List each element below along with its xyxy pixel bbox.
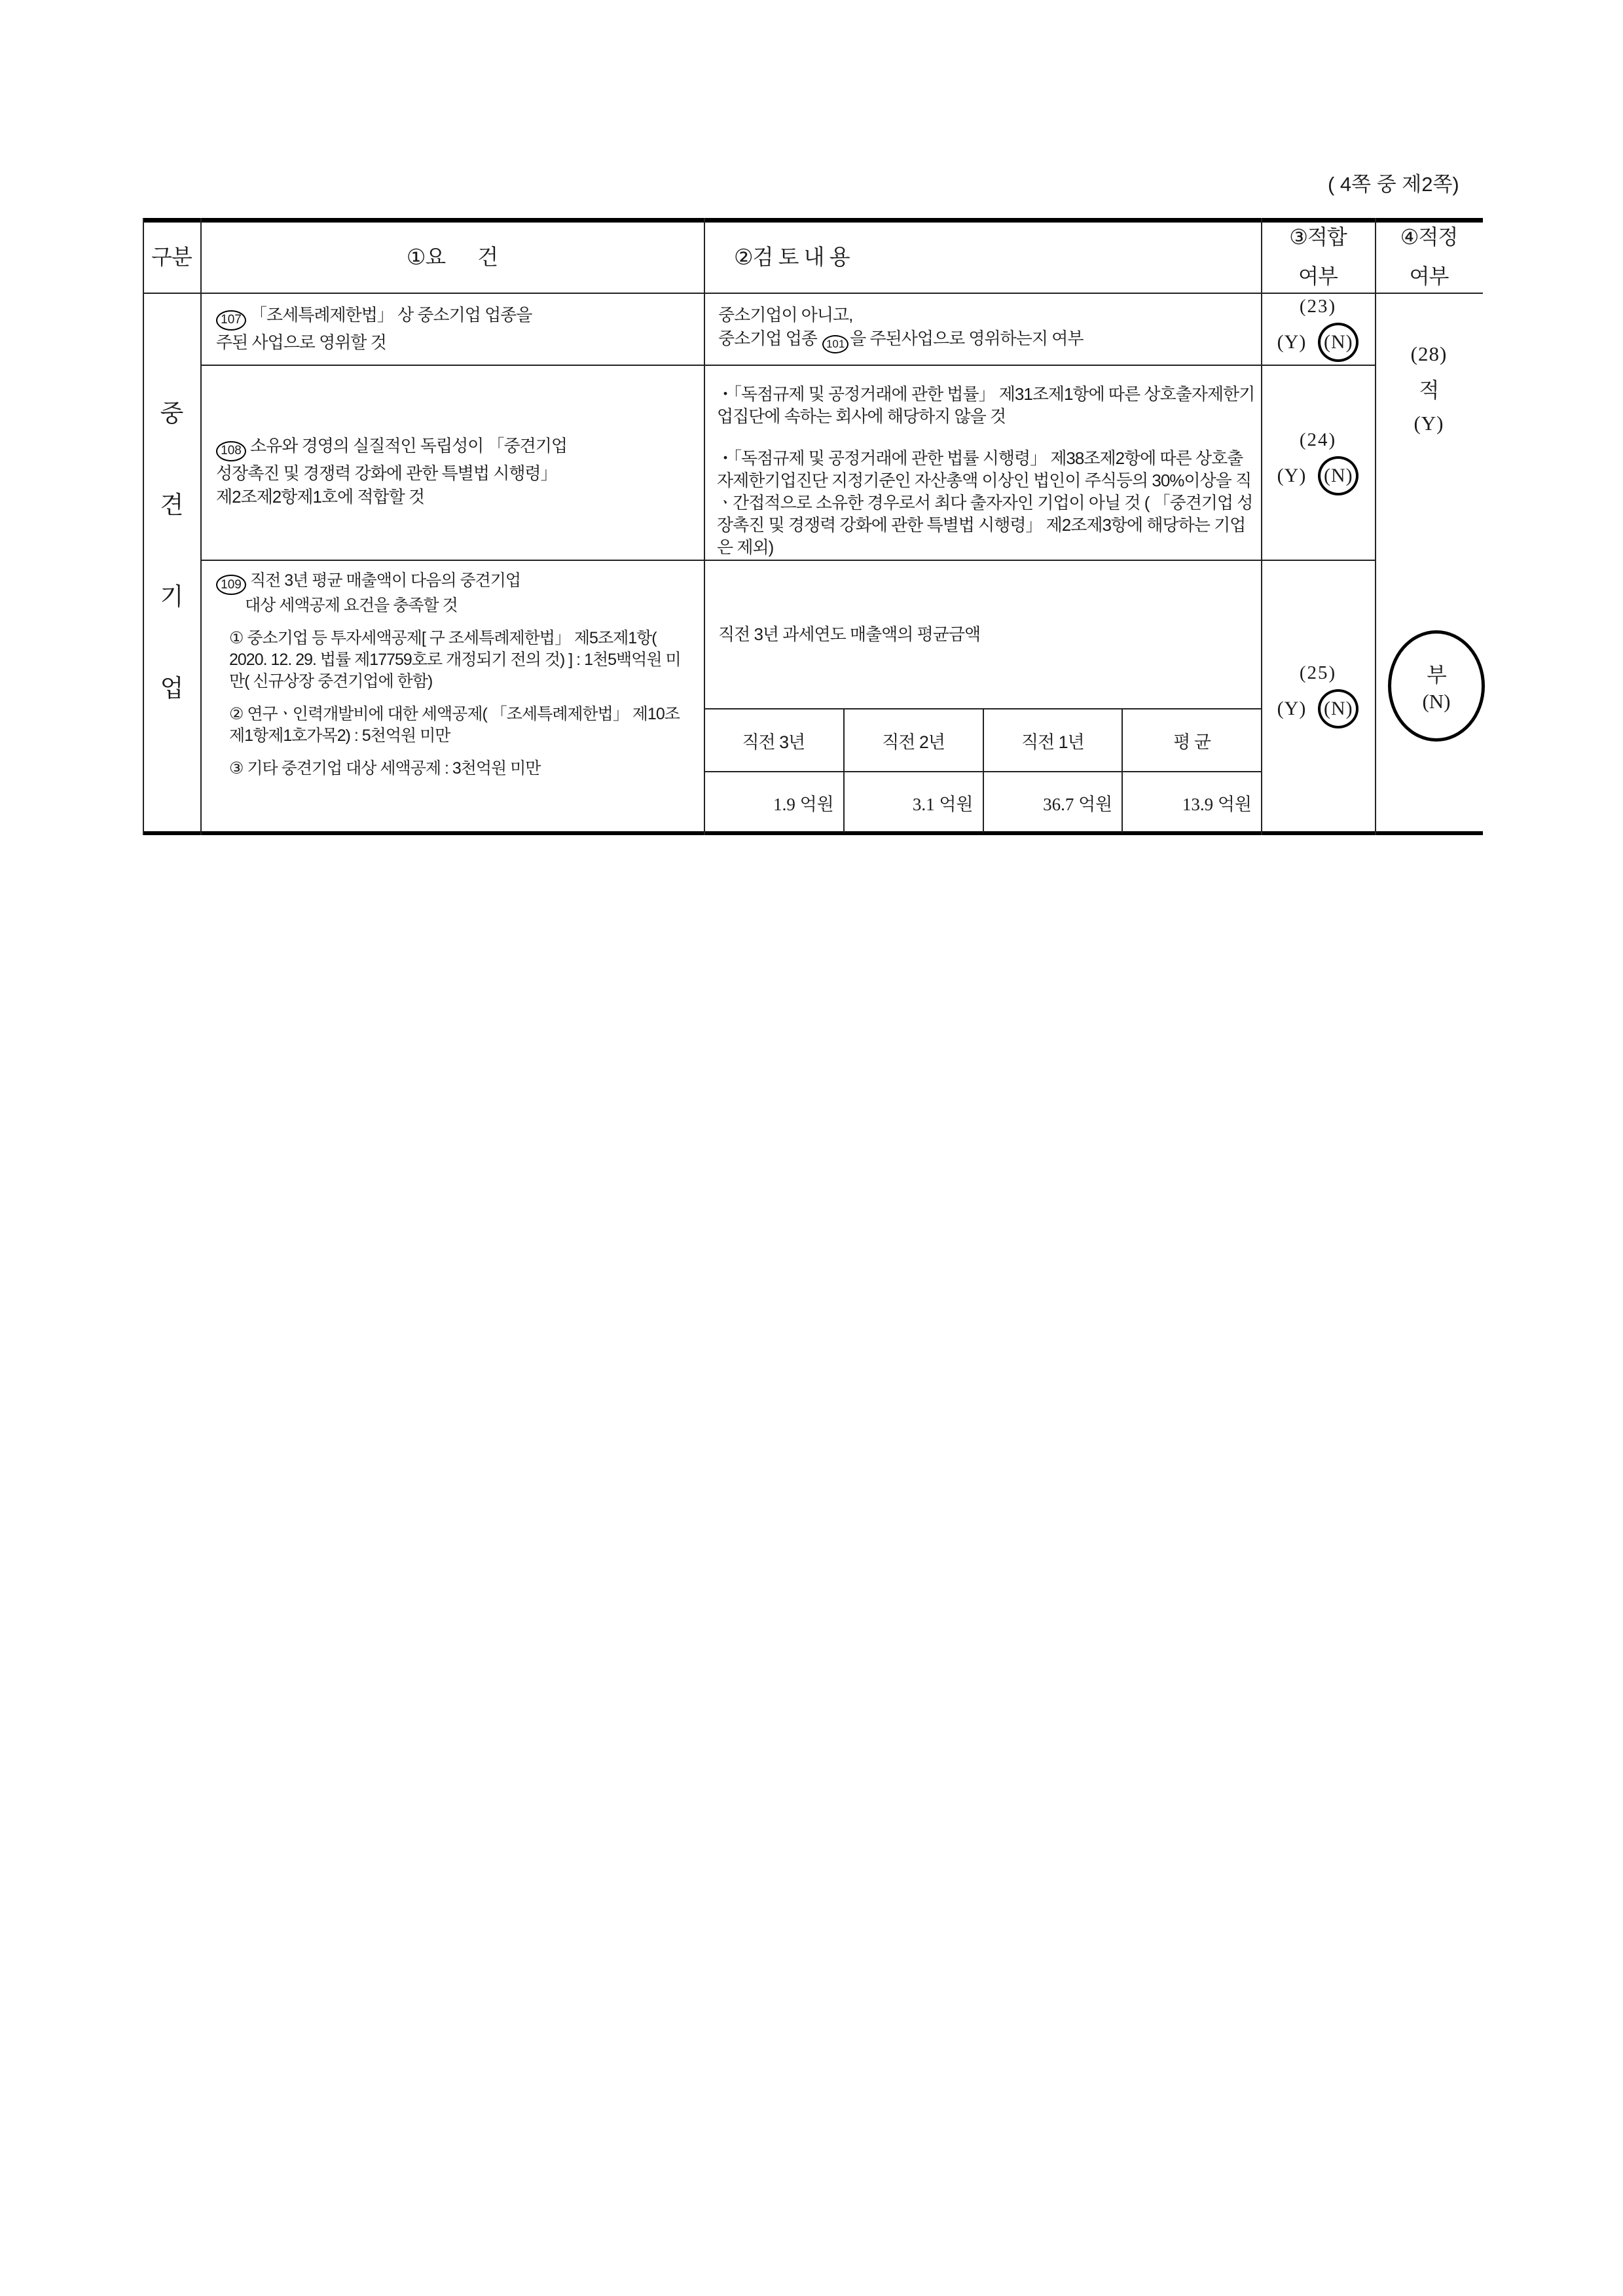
header-suitability-line2: 여부: [1298, 264, 1338, 288]
category-char: 기: [160, 583, 183, 610]
row2-review-bullet2: ・「독점규제 및 공정거래에 관한 법률 시행령」 제38조제2항에 따른 상호출자제한기업진단 지정기준인 자산총액 이상인 법인이 주식등의 30%이상을 직ㆍ간접적으로 소유한 경우로서 최다 출자자인 기업이 아닐 것 ( 「중견기업 성장촉진 및 경쟁력 강화에 관한 특별법 시행령」 제2조제3항에 해당하는 기업은 제외): [717, 448, 1253, 557]
header-review: ②검 토 내 용: [734, 244, 850, 269]
category-char: 중: [160, 400, 183, 427]
row2-req-line2: 성장촉진 및 경쟁력 강화에 관한 특별법 시행령」: [216, 463, 557, 483]
row3-suitability: [1261, 560, 1375, 831]
page-number-note: ( 4쪽 중 제2쪽): [1328, 173, 1459, 196]
row3-selected-no-circle: [1318, 689, 1359, 728]
adequacy-fail-label: 부: [1427, 663, 1446, 687]
row3-review-caption: 직전 3년 과세연도 매출액의 평균금액: [718, 624, 981, 644]
sales-header-y1: 직전 1년: [983, 709, 1122, 772]
header-adequacy: [1375, 218, 1483, 293]
header-suitability-line1: ③적합: [1289, 225, 1347, 249]
adequacy-code: (28): [1410, 342, 1448, 365]
row2-suit-no: (N): [1324, 464, 1353, 486]
row2-review: [704, 365, 1261, 560]
row1-review-line2-pre: 중소기업 업종: [718, 329, 822, 348]
row2-suit-yes: (Y): [1277, 464, 1307, 486]
category-label-vertical: [143, 393, 200, 704]
adequacy-pass-value: (Y): [1413, 412, 1444, 435]
row3-sub-item-3: ③ 기타 중견기업 대상 세액공제 : 3천억원 미만: [229, 759, 541, 778]
row1-suit-no: (N): [1324, 331, 1353, 353]
row1-review-line2-post: 을 주된사업으로 영위하는지 여부: [850, 329, 1084, 348]
row3-suit-no: (N): [1324, 698, 1353, 719]
header-adequacy-line2: 여부: [1409, 264, 1449, 288]
row1-req-line1: 「조세특례제한법」 상 중소기업 업종을: [250, 305, 532, 325]
header-category: 구분: [151, 244, 192, 269]
sales-header-avg: 평 균: [1122, 709, 1261, 772]
row1-selected-no-circle: [1318, 323, 1359, 362]
circled-number-101: 101: [822, 335, 848, 353]
sales-header-y2: 직전 2년: [843, 709, 983, 772]
row3-req-line1: 직전 3년 평균 매출액이 다음의 중견기업: [250, 571, 521, 590]
row1-review: [704, 293, 1261, 365]
category-char: 업: [160, 675, 183, 702]
row1-req-line2: 주된 사업으로 영위할 것: [216, 332, 386, 352]
adequacy-fail-circle: [1388, 630, 1485, 742]
review-table: [143, 218, 1483, 835]
row1-review-line1: 중소기업이 아니고,: [718, 305, 853, 325]
sales-value-y2: 3.1 억원: [843, 772, 983, 833]
sales-value-avg: 13.9 억원: [1122, 772, 1261, 833]
row3-requirement: [200, 560, 704, 835]
category-char: 견: [160, 492, 183, 518]
sales-header-y3: 직전 3년: [704, 709, 843, 772]
row1-suitability: [1261, 293, 1375, 365]
circled-number-109: 109: [216, 575, 246, 595]
circled-number-107: 107: [216, 310, 246, 331]
row1-requirement: [200, 293, 704, 365]
header-suitability: [1261, 218, 1375, 293]
row2-suitability: [1261, 365, 1375, 560]
row3-suit-yes: (Y): [1277, 698, 1307, 719]
sales-value-y1: 36.7 억원: [983, 772, 1122, 833]
row3-sub-item-1: ① 중소기업 등 투자세액공제[ 구 조세특례제한법」 제5조제1항( 2020. 12. 29. 법률 제17759호로 개정되기 전의 것) ] : 1천5백억원 미만( 신규상장 중견기업에 한함): [229, 629, 681, 691]
header-adequacy-line1: ④적정: [1400, 225, 1458, 249]
sales-average-table: [704, 708, 1261, 831]
sales-value-y3: 1.9 억원: [773, 794, 834, 814]
circled-number-108: 108: [216, 441, 246, 461]
row1-suit-yes: (Y): [1277, 331, 1307, 353]
header-requirement: ①요 건: [406, 244, 498, 269]
adequacy-fail-value: (N): [1422, 690, 1451, 713]
row2-requirement: [200, 365, 704, 560]
row3-req-line2: 대상 세액공제 요건을 충족할 것: [245, 596, 458, 615]
row3-suit-code: (25): [1299, 662, 1337, 683]
adequacy-pass-label: 적: [1419, 378, 1439, 402]
adequacy-pass-block: [1375, 342, 1483, 435]
row2-req-line1: 소유와 경영의 실질적인 독립성이 「중견기업: [250, 436, 567, 456]
row2-suit-code: (24): [1299, 429, 1337, 450]
col-divider-4: [1375, 218, 1376, 835]
row3-sub-item-2: ② 연구ㆍ인력개발비에 대한 세액공제( 「조세특례제한법」 제10조제1항제1호가목2) : 5천억원 미만: [229, 705, 680, 745]
row2-review-bullet1: ・「독점규제 및 공정거래에 관한 법률」 제31조제1항에 따른 상호출자제한기업집단에 속하는 회사에 해당하지 않을 것: [717, 384, 1255, 426]
row2-selected-no-circle: [1318, 456, 1359, 495]
row1-suit-code: (23): [1299, 295, 1337, 317]
row2-req-line3: 제2조제2항제1호에 적합할 것: [216, 486, 425, 507]
